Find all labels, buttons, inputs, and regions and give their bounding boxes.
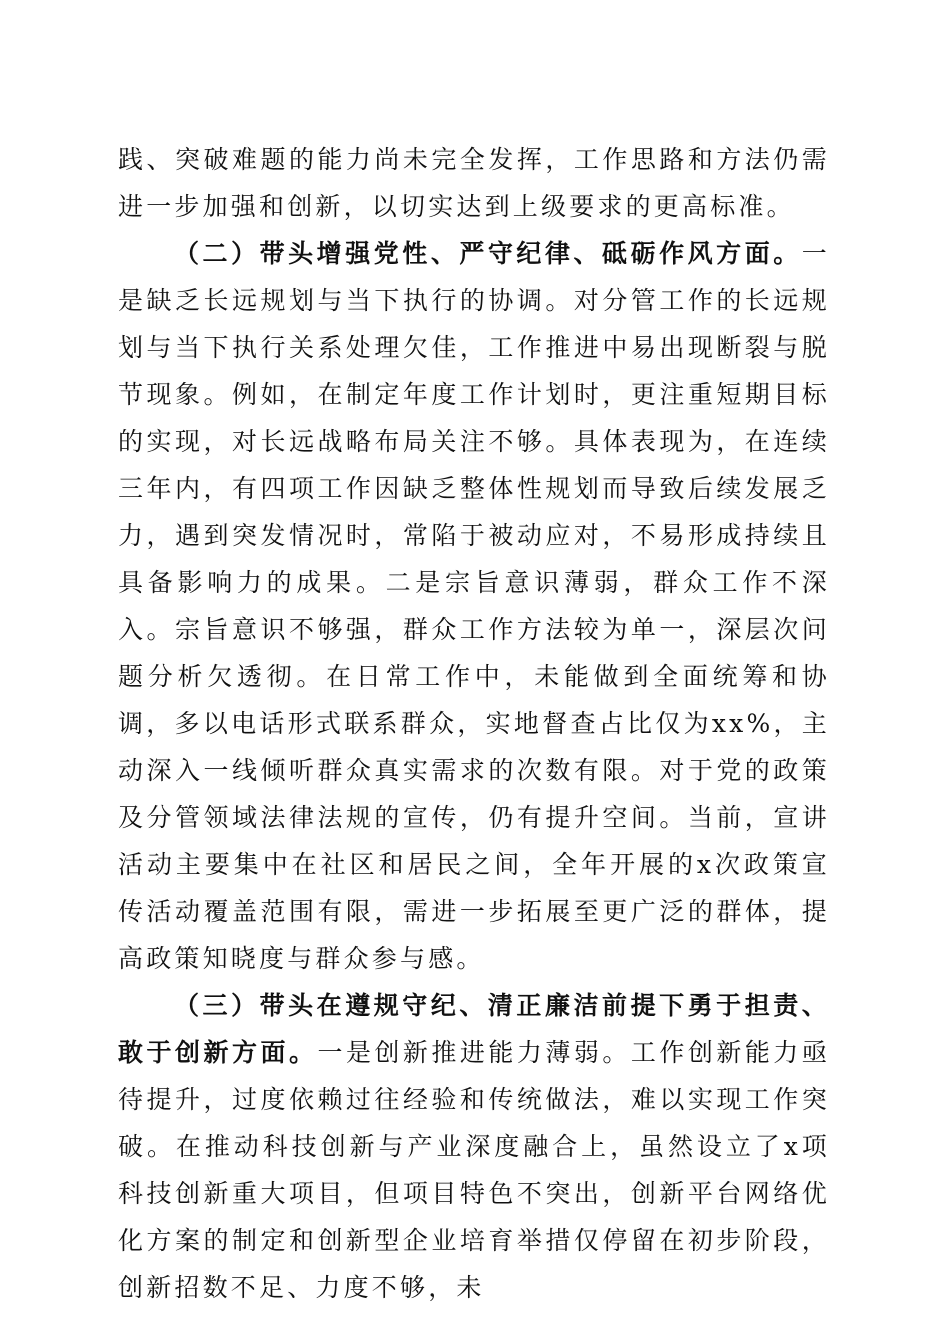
- section-2-heading: （二）带头增强党性、严守纪律、砥砺作风方面。: [174, 239, 802, 268]
- paragraph-section-2: [118, 230, 830, 982]
- document-page: [118, 136, 830, 1311]
- section-2-body: 一是缺乏长远规划与当下执行的协调。对分管工作的长远规划与当下执行关系处理欠佳，工作推进中易出现断裂与脱节现象。例如，在制定年度工作计划时，更注重短期目标的实现，对长远战略布局关注不够。具体表现为，在连续三年内，有四项工作因缺乏整体性规划而导致后续发展乏力，遇到突发情况时，常陷于被动应对，不易形成持续且具备影响力的成果。二是宗旨意识薄弱，群众工作不深入。宗旨意识不够强，群众工作方法较为单一，深层次问题分析欠透彻。在日常工作中，未能做到全面统筹和协调，多以电话形式联系群众，实地督查占比仅为xx%，主动深入一线倾听群众真实需求的次数有限。对于党的政策及分管领域法律法规的宣传，仍有提升空间。当前，宣讲活动主要集中在社区和居民之间，全年开展的x次政策宣传活动覆盖范围有限，需进一步拓展至更广泛的群体，提高政策知晓度与群众参与感。: [118, 239, 830, 973]
- paragraph-section-3: [118, 982, 830, 1311]
- section-3-body: 一是创新推进能力薄弱。工作创新能力亟待提升，过度依赖过往经验和传统做法，难以实现工作突破。在推动科技创新与产业深度融合上，虽然设立了x项科技创新重大项目，但项目特色不突出，创新平台网络优化方案的制定和创新型企业培育举措仅停留在初步阶段，创新招数不足、力度不够，未: [118, 1038, 831, 1302]
- paragraph-1-body: 践、突破难题的能力尚未完全发挥，工作思路和方法仍需进一步加强和创新，以切实达到上级要求的更高标准。: [118, 145, 830, 221]
- section-3-heading: （三）带头在遵规守纪、清正廉洁前提下勇于担责、敢于创新方面。: [118, 991, 830, 1067]
- paragraph-continuation: [118, 136, 830, 230]
